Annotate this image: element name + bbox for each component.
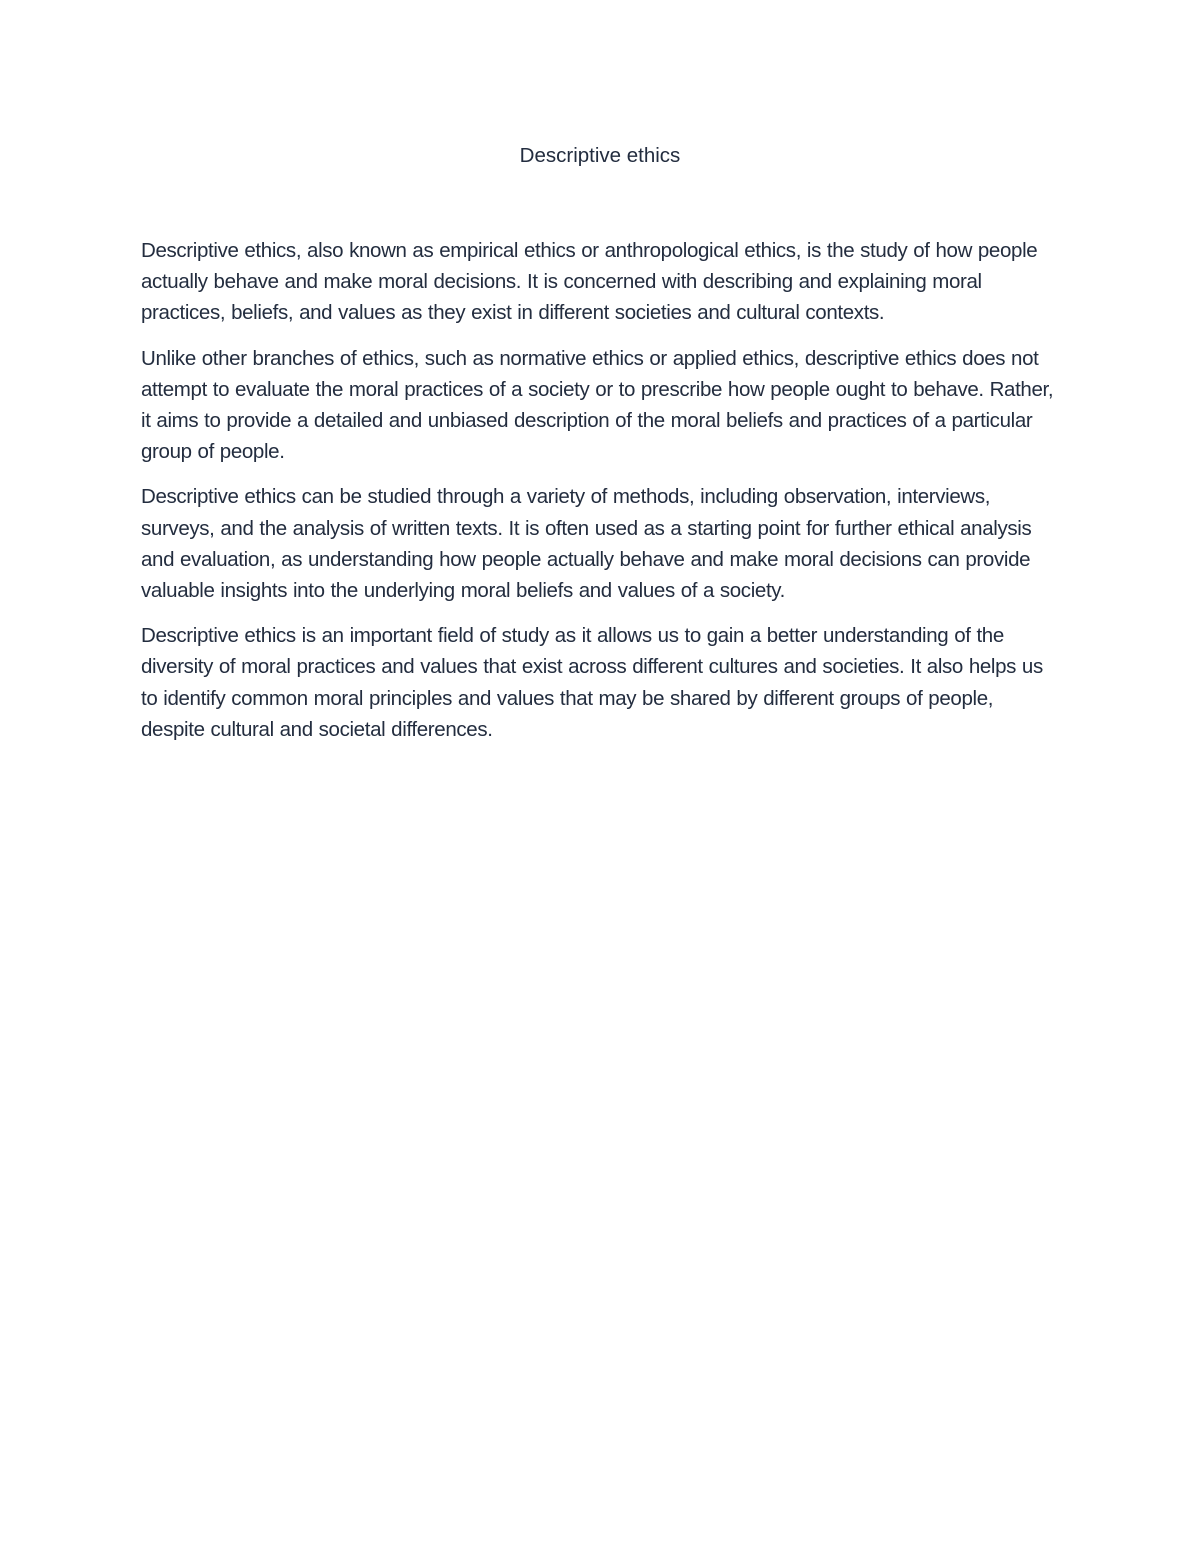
document-title: Descriptive ethics (519, 144, 681, 167)
document-body (141, 235, 1059, 759)
paragraph-2: Unlike other branches of ethics, such as normative ethics or applied ethics, descriptive ethics does not attempt to evaluate the moral practices of a society or to prescribe how people ought to behave. Rather, it aims to provide a detailed and unbiased description of the moral beliefs and practices of a particular group of people. (141, 346, 1054, 464)
paragraph-3: Descriptive ethics can be studied through a variety of methods, including observation, interviews, surveys, and the analysis of written texts. It is often used as a starting point for further ethical analysis and evaluation, as understanding how people actually behave and make moral decisions can provide valuable insights into the underlying moral beliefs and values of a society. (141, 485, 1032, 603)
paragraph-4: Descriptive ethics is an important field of study as it allows us to gain a better understanding of the diversity of moral practices and values that exist across different cultures and societies. It also helps us to identify common moral principles and values that may be shared by different groups of people, despite cultural and societal differences. (141, 624, 1043, 741)
paragraph-1: Descriptive ethics, also known as empirical ethics or anthropological ethics, is the study of how people actually behave and make moral decisions. It is concerned with describing and explaining moral practices, beliefs, and values as they exist in different societies and cultural contexts. (141, 239, 1038, 325)
